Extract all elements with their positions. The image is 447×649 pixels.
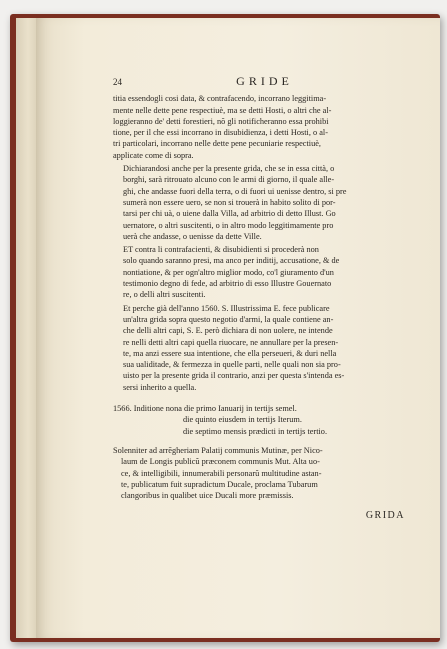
text-line: borghi, sarà ritrouato alcuno con le armi di giorno, il quale alle- bbox=[123, 175, 335, 185]
closing-paragraph bbox=[113, 445, 407, 501]
text-line: nontiatione, & per ogn'altro miglior modo, co'l giuramento d'un bbox=[123, 267, 334, 277]
text-line: mente nelle dette pene respectiuè, ma se detti Hosti, o altri che al- bbox=[113, 105, 332, 115]
running-title: GRIDE bbox=[236, 74, 293, 88]
text-line: tarsi per chi uà, o uiene dalla Villa, ad arbitrio di detto Illust. Go bbox=[123, 209, 336, 219]
text-line: ghi, che andasse fuori della terra, o di fuori ui uenisse dentro, si pre bbox=[123, 186, 347, 196]
text-line: tri particolari, incorrano nelle dette pene pecuniarie respectiuè, bbox=[113, 139, 322, 149]
text-line: re, o delli altri suscitenti. bbox=[123, 290, 206, 300]
text-line: tione, per il che essi incorrano in disubidienza, i detti Hosti, o al- bbox=[113, 128, 328, 138]
text-line: laum de Longis publicũ præconem communis Mut. Alta uo- bbox=[121, 457, 320, 467]
paragraph-3 bbox=[113, 244, 407, 300]
text-line: solo quando saranno presi, ma anco per inditij, accusatione, & de bbox=[123, 256, 340, 266]
text-line: Dichiarandosi anche per la presente grida, che se in essa città, o bbox=[123, 164, 335, 174]
page-text bbox=[113, 76, 407, 503]
text-line: re nelli detti altri capi quella riuocare, ne annullare per la presen- bbox=[123, 337, 339, 347]
dateline-line: 1566. Inditione nona die primo Ianuarij in tertijs semel. bbox=[113, 404, 297, 414]
text-line: uerà che andasse, o uenisse da dette Ville. bbox=[123, 231, 262, 241]
text-line: sumerà non essere uero, se non si trouerà in habito solito di por- bbox=[123, 197, 336, 207]
text-line: Solenniter ad arrēgheriam Palatij communis Mutinæ, per Nico- bbox=[113, 445, 323, 455]
text-line: te, publicatum fuit supradictum Ducale, proclama Tubarum bbox=[121, 479, 318, 489]
text-line: applicate come di sopra. bbox=[113, 150, 194, 160]
text-line: un'altra grida sopra questo negotio d'armi, la quale contiene an- bbox=[123, 314, 334, 324]
text-line: titia essendogli cosi data, & contrafacendo, incorrano leggitima- bbox=[113, 94, 327, 104]
page-header bbox=[113, 76, 407, 88]
text-line: uisto per la presente grida il contrario, anzi per questa s'intenda es- bbox=[123, 371, 345, 381]
dateline-line: die quinto eiusdem in tertijs Iterum. bbox=[183, 415, 302, 425]
text-line: loggieranno de' detti forestieri, nõ gli notificheranno essa prohibi bbox=[113, 116, 329, 126]
paragraph-1 bbox=[113, 93, 407, 161]
paragraph-4 bbox=[113, 303, 407, 393]
text-line: clangoribus in qualibet uice Ducali more præmissis. bbox=[121, 491, 294, 501]
paragraph-2 bbox=[113, 163, 407, 242]
text-line: che delli altri capi, S. E. però dichiara di non uolere, ne intende bbox=[123, 326, 333, 336]
page-number: 24 bbox=[113, 77, 122, 87]
text-line: uernatore, o altri suscitenti, o in altro modo leggitimamente pro bbox=[123, 220, 334, 230]
dateline-line: die septimo mensis prædicti in tertijs tertio. bbox=[183, 426, 328, 436]
text-line: te, ma anzi essere sua intentione, che ella perseueri, & duri nella bbox=[123, 348, 337, 358]
text-line: Et perche già dell'anno 1560. S. Illustrissima E. fece publicare bbox=[123, 303, 330, 313]
text-line: ce, & intelligibili, innumerabili personarũ multitudine astan- bbox=[121, 468, 322, 478]
text-line: sua ualiditade, & fermezza in quelle parti, nelle quali non sia pro- bbox=[123, 360, 341, 370]
text-line: ET contra li contrafacienti, & disubidienti si procederà non bbox=[123, 245, 319, 255]
catchword: GRIDA bbox=[365, 510, 405, 521]
text-line: testimonio degno di fede, ad arbitrio di esso Illustre Gouernato bbox=[123, 279, 332, 289]
text-line: sersi inherito a quella. bbox=[123, 382, 197, 392]
dateline bbox=[113, 403, 407, 437]
